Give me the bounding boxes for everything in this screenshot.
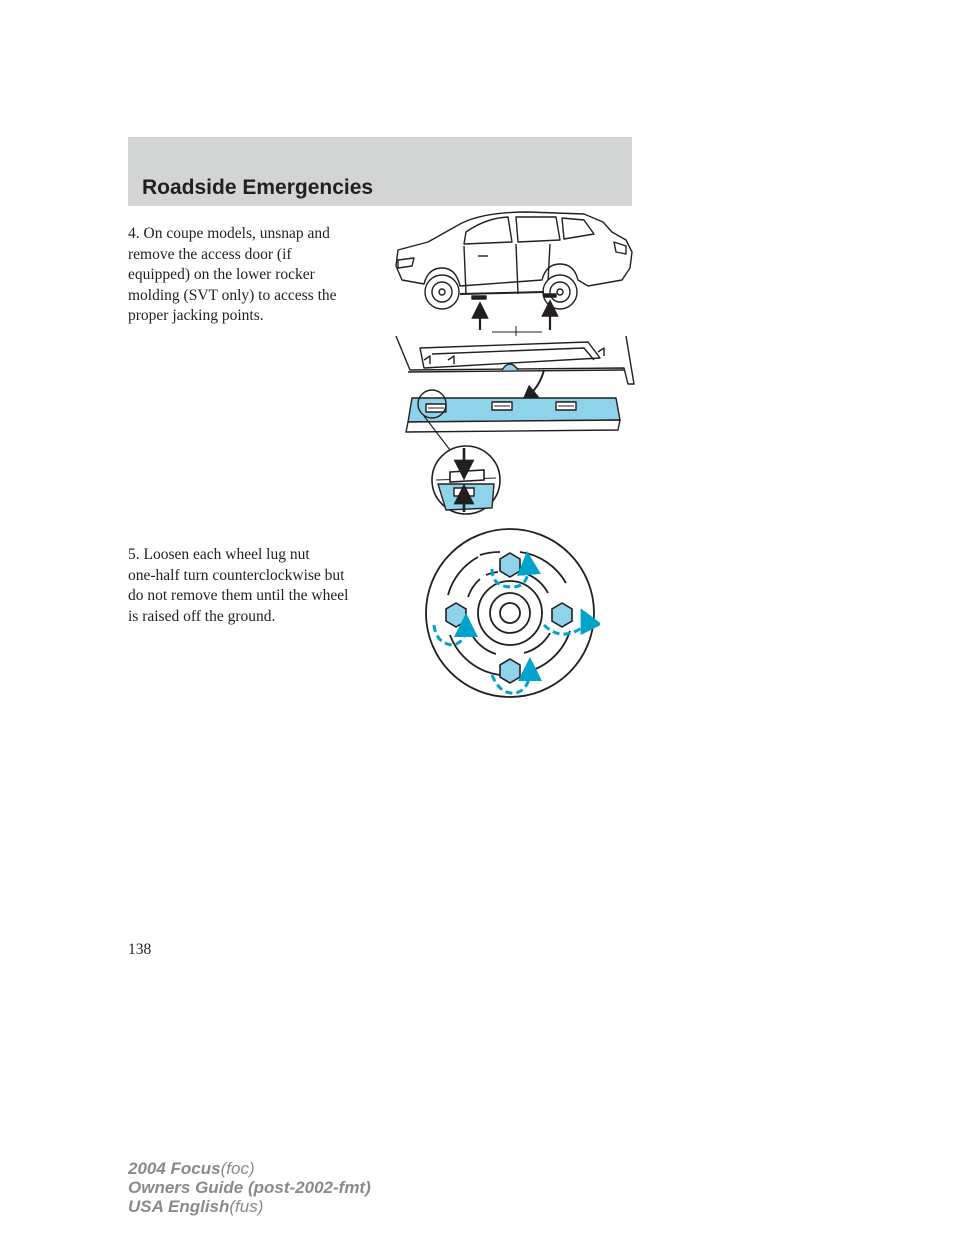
access-door-icon [406,398,620,432]
text-line: is raised off the ground. [128,607,276,625]
text-line: do not remove them until the wheel [128,587,349,605]
text-line: equipped) on the lower rocker [128,266,315,284]
text-line: 4. On coupe models, unsnap and [128,225,330,242]
footer-normal: (fus) [229,1197,264,1216]
car-side-icon [396,212,632,309]
page-number: 138 [128,941,152,958]
wheel-lug-nut-icon [420,525,600,701]
footer-line [128,1178,371,1197]
text-line: proper jacking points. [128,307,264,325]
text-line: 5. Loosen each wheel lug nut [128,546,310,563]
text-line: one-half turn counterclockwise but [128,566,345,584]
step-4-text [128,224,378,327]
text-line: molding (SVT only) to access the [128,286,337,304]
text-line: remove the access door (if [128,245,292,263]
step-5-text [128,545,378,627]
snap-detail-icon [432,446,500,514]
footer-bold: Owners Guide (post-2002-fmt) [128,1178,371,1197]
footer-bold: 2004 Focus [128,1159,221,1178]
rocker-molding-figure [388,208,644,528]
footer-bold: USA English [128,1197,230,1216]
document-footer [128,1159,371,1216]
footer-line [128,1197,371,1216]
footer-normal: (foc) [220,1159,255,1178]
section-title: Roadside Emergencies [142,176,374,199]
rocker-molding-icon [396,336,634,384]
footer-line [128,1159,371,1178]
